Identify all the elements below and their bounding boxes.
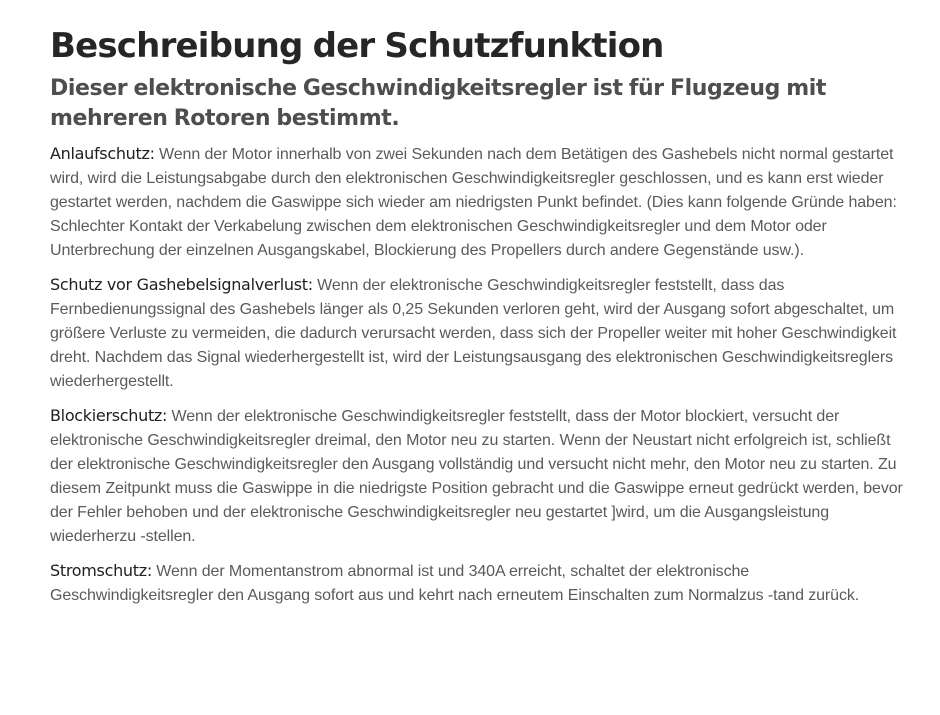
section-blockierschutz <box>50 404 908 549</box>
section-text: Wenn der elektronische Geschwindigkeitsregler feststellt, dass der Motor blockiert, versucht der elektronische Geschwindigkeitsregler dreimal, den Motor neu zu starten. Wenn der Neustart nicht erfolgreich ist, schließt der elektronische Geschwindigkeitsregler den Ausgang vollständig und versucht nicht mehr, den Motor neu zu starten. Zu diesem Zeitpunkt muss die Gaswippe in die niedrigste Position gebracht und die Gaswippe erneut gedrückt werden, bevor der Fehler behoben und der elektronische Geschwindigkeitsregler neu gestartet ]wird, um die Ausgangsleistung wiederherzu -stellen. <box>50 408 903 545</box>
section-text: Wenn der elektronische Geschwindigkeitsregler feststellt, dass das Fernbedienungssignal des Gashebels länger als 0,25 Sekunden verloren geht, wird der Ausgang sofort abgeschaltet, um größere Verluste zu vermeiden, die dadurch verursacht werden, dass sich der Propeller weiter mit hoher Geschwindigkeit dreht. Nachdem das Signal wiederhergestellt ist, wird der Leistungsausgang des elektronischen Geschwindigkeitsreglers wiederhergestellt. <box>50 277 897 390</box>
section-label: Stromschutz: <box>50 561 152 580</box>
page-title: Beschreibung der Schutzfunktion <box>50 26 664 66</box>
section-stromschutz <box>50 559 908 608</box>
section-label: Blockierschutz: <box>50 406 168 425</box>
section-label: Anlaufschutz: <box>50 144 155 163</box>
section-label: Schutz vor Gashebelsignalverlust: <box>50 275 313 294</box>
section-text: Wenn der Momentanstrom abnormal ist und 340A erreicht, schaltet der elektronische Geschwindigkeitsregler den Ausgang sofort aus und kehrt nach erneutem Einschalten zum Normalzus -tand zurück. <box>50 563 860 604</box>
section-anlaufschutz <box>50 142 908 263</box>
section-gashebelsignalverlust <box>50 273 908 394</box>
section-text: Wenn der Motor innerhalb von zwei Sekunden nach dem Betätigen des Gashebels nicht normal gestartet wird, wird die Leistungsabgabe durch den elektronischen Geschwindigkeitsregler geschlossen, und es kann erst wieder gestartet werden, nachdem die Gaswippe sich wieder am niedrigsten Punkt befindet. (Dies kann folgende Gründe haben: Schlechter Kontakt der Verkabelung zwischen dem elektronischen Geschwindigkeitsregler und dem Motor oder Unterbrechung der einzelnen Ausgangskabel, Blockierung des Propellers durch andere Gegenstände usw.). <box>50 146 897 259</box>
page-subtitle: Dieser elektronische Geschwindigkeitsregler ist für Flugzeug mit mehreren Rotoren bestimmt. <box>50 76 826 131</box>
